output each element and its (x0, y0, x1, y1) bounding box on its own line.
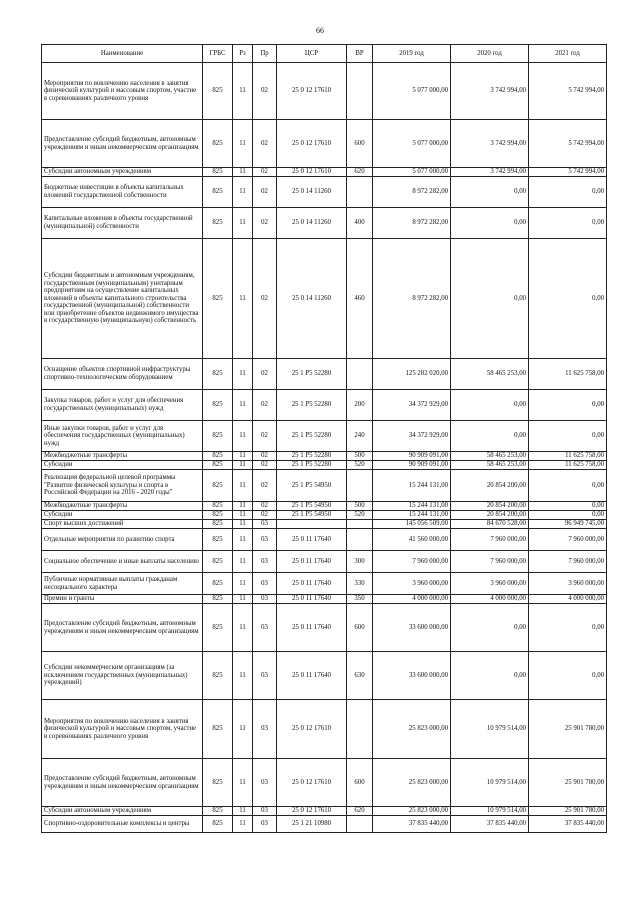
row-rz: 11 (233, 520, 253, 529)
row-name: Субсидии некоммерческим организациям (за исключением государственных (муниципальных) учреждений) (42, 652, 203, 700)
header-cell: ЦСР (277, 45, 347, 63)
row-grbs: 825 (203, 239, 233, 359)
row-pr: 03 (253, 759, 277, 807)
row-vr: 520 (347, 461, 373, 470)
row-amount-2020: 0,00 (451, 177, 529, 208)
row-csr: 25 0 11 17640 (277, 551, 347, 573)
row-amount-2019: 15 244 131,00 (373, 470, 451, 502)
row-amount-2019: 5 077 000,00 (373, 63, 451, 120)
table-row (42, 461, 607, 470)
row-amount-2020: 4 000 000,00 (451, 595, 529, 604)
row-rz: 11 (233, 63, 253, 120)
row-name: Межбюджетные трансферты (42, 502, 203, 511)
row-amount-2020: 0,00 (451, 390, 529, 421)
row-rz: 11 (233, 177, 253, 208)
row-amount-2020: 10 979 514,00 (451, 807, 529, 816)
row-grbs: 825 (203, 529, 233, 551)
row-vr (347, 470, 373, 502)
row-csr (277, 520, 347, 529)
table-row (42, 452, 607, 461)
row-grbs: 825 (203, 470, 233, 502)
row-amount-2019: 8 972 282,00 (373, 208, 451, 239)
row-amount-2020: 84 670 528,00 (451, 520, 529, 529)
table-row (42, 604, 607, 652)
row-grbs: 825 (203, 595, 233, 604)
row-rz: 11 (233, 239, 253, 359)
table-row (42, 208, 607, 239)
row-name: Бюджетные инвестиции в объекты капитальных вложений государственной собственности (42, 177, 203, 208)
row-name: Закупка товаров, работ и услуг для обеспечения государственных (муниципальных) нужд (42, 390, 203, 421)
row-pr: 03 (253, 595, 277, 604)
row-amount-2019: 33 600 000,00 (373, 652, 451, 700)
row-pr: 02 (253, 511, 277, 520)
row-csr: 25 0 11 17640 (277, 604, 347, 652)
row-rz: 11 (233, 502, 253, 511)
row-amount-2019: 7 960 000,00 (373, 551, 451, 573)
row-pr: 03 (253, 529, 277, 551)
row-grbs: 825 (203, 390, 233, 421)
row-rz: 11 (233, 700, 253, 759)
row-amount-2021: 25 901 780,00 (529, 759, 607, 807)
row-pr: 02 (253, 63, 277, 120)
table-row (42, 700, 607, 759)
row-amount-2021: 0,00 (529, 511, 607, 520)
row-csr: 25 1 P5 52280 (277, 359, 347, 390)
row-rz: 11 (233, 652, 253, 700)
row-vr: 600 (347, 604, 373, 652)
table-row (42, 168, 607, 177)
row-amount-2020: 20 854 200,00 (451, 470, 529, 502)
row-amount-2021: 4 000 000,00 (529, 595, 607, 604)
row-amount-2021: 11 625 758,00 (529, 461, 607, 470)
row-name: Субсидии бюджетным и автономным учреждениям, государственным (муниципальным) унитарным предприятиям на осуществление капитальных вложений в объекты капитального строительства государственной (муниципальной) собственности или приобретение объектов недвижимого имущества в государственную (муниципальную) собственность (42, 239, 203, 359)
row-pr: 02 (253, 470, 277, 502)
row-rz: 11 (233, 551, 253, 573)
header-cell: ВР (347, 45, 373, 63)
table-row (42, 390, 607, 421)
row-rz: 11 (233, 807, 253, 816)
row-grbs: 825 (203, 551, 233, 573)
row-amount-2021: 5 742 994,00 (529, 63, 607, 120)
header-row (42, 45, 607, 63)
row-amount-2020: 7 960 000,00 (451, 529, 529, 551)
row-pr: 02 (253, 359, 277, 390)
row-amount-2021: 11 625 758,00 (529, 359, 607, 390)
row-amount-2021: 3 960 000,00 (529, 573, 607, 595)
row-vr (347, 177, 373, 208)
row-rz: 11 (233, 208, 253, 239)
row-vr: 500 (347, 502, 373, 511)
row-amount-2021: 11 625 758,00 (529, 452, 607, 461)
row-pr: 02 (253, 168, 277, 177)
row-name: Премии и гранты (42, 595, 203, 604)
table-row (42, 120, 607, 168)
row-amount-2021: 0,00 (529, 239, 607, 359)
row-grbs: 825 (203, 573, 233, 595)
row-amount-2020: 20 854 200,00 (451, 502, 529, 511)
row-amount-2019: 33 600 000,00 (373, 604, 451, 652)
row-pr: 03 (253, 520, 277, 529)
row-vr: 300 (347, 551, 373, 573)
table-row (42, 421, 607, 452)
row-csr: 25 1 P5 54950 (277, 511, 347, 520)
row-rz: 11 (233, 511, 253, 520)
row-csr: 25 0 11 17640 (277, 529, 347, 551)
row-pr: 02 (253, 177, 277, 208)
row-name: Субсидии (42, 511, 203, 520)
row-pr: 02 (253, 208, 277, 239)
row-amount-2021: 5 742 994,00 (529, 120, 607, 168)
row-pr: 03 (253, 551, 277, 573)
row-amount-2019: 8 972 282,00 (373, 239, 451, 359)
row-grbs: 825 (203, 359, 233, 390)
row-vr (347, 700, 373, 759)
row-amount-2020: 3 742 994,00 (451, 168, 529, 177)
row-amount-2020: 0,00 (451, 208, 529, 239)
row-amount-2021: 37 835 440,00 (529, 816, 607, 833)
row-pr: 03 (253, 807, 277, 816)
row-amount-2019: 25 823 000,00 (373, 700, 451, 759)
row-amount-2019: 125 282 020,00 (373, 359, 451, 390)
row-grbs: 825 (203, 63, 233, 120)
row-rz: 11 (233, 604, 253, 652)
row-name: Реализация федеральной целевой программы "Развитие физической культуры и спорта в Российской Федерации на 2016 - 2020 годы" (42, 470, 203, 502)
table-row (42, 359, 607, 390)
row-vr (347, 63, 373, 120)
row-amount-2019: 90 909 091,00 (373, 452, 451, 461)
row-rz: 11 (233, 390, 253, 421)
row-amount-2021: 0,00 (529, 421, 607, 452)
row-grbs: 825 (203, 652, 233, 700)
row-vr: 200 (347, 390, 373, 421)
table-row (42, 759, 607, 807)
row-pr: 02 (253, 452, 277, 461)
row-grbs: 825 (203, 604, 233, 652)
row-pr: 03 (253, 700, 277, 759)
row-csr: 25 0 14 11260 (277, 208, 347, 239)
row-pr: 03 (253, 816, 277, 833)
header-cell: 2019 год (373, 45, 451, 63)
row-amount-2021: 0,00 (529, 208, 607, 239)
row-amount-2021: 0,00 (529, 177, 607, 208)
budget-table (41, 44, 607, 833)
row-amount-2019: 5 077 000,00 (373, 120, 451, 168)
row-csr: 25 1 P5 52280 (277, 390, 347, 421)
row-amount-2019: 34 372 929,00 (373, 390, 451, 421)
row-name: Предоставление субсидий бюджетным, автономным учреждениям и иным некоммерческим организациям (42, 759, 203, 807)
row-rz: 11 (233, 359, 253, 390)
table-row (42, 177, 607, 208)
row-amount-2020: 58 465 253,00 (451, 461, 529, 470)
row-csr: 25 1 P5 54950 (277, 502, 347, 511)
row-pr: 03 (253, 652, 277, 700)
row-grbs: 825 (203, 208, 233, 239)
table-row (42, 520, 607, 529)
row-name: Спортивно-оздоровительные комплексы и центры (42, 816, 203, 833)
row-name: Предоставление субсидий бюджетным, автономным учреждениям и иным некоммерческим организациям (42, 604, 203, 652)
row-name: Публичные нормативные выплаты гражданам несоциального характера (42, 573, 203, 595)
row-csr: 25 1 P5 54950 (277, 470, 347, 502)
row-amount-2019: 41 560 000,00 (373, 529, 451, 551)
row-amount-2021: 0,00 (529, 502, 607, 511)
row-name: Субсидии автономным учреждениям (42, 168, 203, 177)
row-rz: 11 (233, 759, 253, 807)
row-amount-2020: 10 979 514,00 (451, 759, 529, 807)
row-amount-2020: 3 742 994,00 (451, 63, 529, 120)
row-rz: 11 (233, 595, 253, 604)
row-name: Субсидии автономным учреждениям (42, 807, 203, 816)
row-grbs: 825 (203, 511, 233, 520)
row-name: Оснащение объектов спортивной инфраструктуры спортивно-технологическим оборудованием (42, 359, 203, 390)
row-name: Межбюджетные трансферты (42, 452, 203, 461)
row-csr: 25 0 12 17610 (277, 120, 347, 168)
row-amount-2021: 0,00 (529, 652, 607, 700)
row-csr: 25 0 12 17610 (277, 759, 347, 807)
row-amount-2020: 37 835 440,00 (451, 816, 529, 833)
row-vr: 600 (347, 759, 373, 807)
row-rz: 11 (233, 168, 253, 177)
row-pr: 03 (253, 604, 277, 652)
row-amount-2021: 7 960 000,00 (529, 551, 607, 573)
row-rz: 11 (233, 573, 253, 595)
row-vr (347, 359, 373, 390)
row-rz: 11 (233, 529, 253, 551)
row-vr: 500 (347, 452, 373, 461)
row-csr: 25 0 12 17610 (277, 168, 347, 177)
row-amount-2019: 5 077 000,00 (373, 168, 451, 177)
row-grbs: 825 (203, 168, 233, 177)
row-grbs: 825 (203, 177, 233, 208)
row-amount-2019: 3 960 000,00 (373, 573, 451, 595)
row-csr: 25 0 11 17640 (277, 595, 347, 604)
table-row (42, 470, 607, 502)
row-amount-2021: 96 949 745,00 (529, 520, 607, 529)
row-amount-2021: 0,00 (529, 390, 607, 421)
row-amount-2019: 34 372 929,00 (373, 421, 451, 452)
row-pr: 02 (253, 239, 277, 359)
row-name: Мероприятия по вовлечению населения в занятия физической культурой и массовым спортом, участие в соревнованиях различного уровня (42, 63, 203, 120)
row-grbs: 825 (203, 807, 233, 816)
row-vr (347, 529, 373, 551)
row-rz: 11 (233, 461, 253, 470)
row-csr: 25 1 P5 52280 (277, 461, 347, 470)
row-amount-2019: 8 972 282,00 (373, 177, 451, 208)
table-row (42, 595, 607, 604)
row-csr: 25 0 12 17610 (277, 700, 347, 759)
row-name: Иные закупки товаров, работ и услуг для обеспечения государственных (муниципальных) нужд (42, 421, 203, 452)
row-vr: 460 (347, 239, 373, 359)
row-pr: 02 (253, 120, 277, 168)
page-number: 66 (316, 26, 324, 35)
row-amount-2020: 0,00 (451, 421, 529, 452)
row-amount-2021: 7 960 000,00 (529, 529, 607, 551)
row-name: Отдельные мероприятия по развитию спорта (42, 529, 203, 551)
row-vr: 400 (347, 208, 373, 239)
row-grbs: 825 (203, 120, 233, 168)
row-vr (347, 816, 373, 833)
header-cell: ГРБС (203, 45, 233, 63)
row-grbs: 825 (203, 759, 233, 807)
row-amount-2020: 3 960 000,00 (451, 573, 529, 595)
row-name: Предоставление субсидий бюджетным, автономным учреждениям и иным некоммерческим организациям (42, 120, 203, 168)
row-vr: 600 (347, 120, 373, 168)
row-grbs: 825 (203, 452, 233, 461)
row-pr: 02 (253, 502, 277, 511)
table-row (42, 511, 607, 520)
row-rz: 11 (233, 120, 253, 168)
header-cell: Рз (233, 45, 253, 63)
row-amount-2020: 0,00 (451, 604, 529, 652)
table-row (42, 502, 607, 511)
row-vr (347, 520, 373, 529)
row-amount-2020: 58 465 253,00 (451, 359, 529, 390)
row-name: Мероприятия по вовлечению населения в занятия физической культурой и массовым спортом, участие в соревнованиях различного уровня (42, 700, 203, 759)
row-amount-2020: 58 465 253,00 (451, 452, 529, 461)
row-csr: 25 0 12 17610 (277, 807, 347, 816)
header-cell: 2020 год (451, 45, 529, 63)
row-amount-2019: 25 823 000,00 (373, 759, 451, 807)
row-vr: 330 (347, 573, 373, 595)
row-grbs: 825 (203, 700, 233, 759)
table-row (42, 239, 607, 359)
row-amount-2021: 5 742 994,00 (529, 168, 607, 177)
row-amount-2021: 0,00 (529, 604, 607, 652)
row-vr: 630 (347, 652, 373, 700)
row-amount-2019: 25 823 000,00 (373, 807, 451, 816)
row-amount-2021: 25 901 780,00 (529, 700, 607, 759)
row-amount-2019: 4 000 000,00 (373, 595, 451, 604)
row-vr: 240 (347, 421, 373, 452)
row-csr: 25 1 21 10980 (277, 816, 347, 833)
row-vr: 520 (347, 511, 373, 520)
row-csr: 25 0 14 11260 (277, 177, 347, 208)
table-row (42, 652, 607, 700)
row-rz: 11 (233, 816, 253, 833)
row-csr: 25 1 P5 52280 (277, 421, 347, 452)
row-vr: 620 (347, 807, 373, 816)
row-name: Субсидии (42, 461, 203, 470)
row-csr: 25 1 P5 52280 (277, 452, 347, 461)
table-row (42, 573, 607, 595)
row-amount-2019: 15 244 131,00 (373, 502, 451, 511)
row-amount-2020: 10 979 514,00 (451, 700, 529, 759)
row-vr: 620 (347, 168, 373, 177)
header-cell: Наименование (42, 45, 203, 63)
row-amount-2020: 7 960 000,00 (451, 551, 529, 573)
row-grbs: 825 (203, 502, 233, 511)
row-vr: 350 (347, 595, 373, 604)
row-grbs: 825 (203, 461, 233, 470)
row-amount-2020: 0,00 (451, 239, 529, 359)
table-row (42, 551, 607, 573)
row-amount-2019: 145 056 509,00 (373, 520, 451, 529)
row-amount-2020: 0,00 (451, 652, 529, 700)
row-amount-2020: 20 854 200,00 (451, 511, 529, 520)
row-pr: 02 (253, 461, 277, 470)
row-csr: 25 0 12 17610 (277, 63, 347, 120)
row-csr: 25 0 11 17640 (277, 573, 347, 595)
row-rz: 11 (233, 421, 253, 452)
row-name: Спорт высших достижений (42, 520, 203, 529)
row-amount-2019: 15 244 131,00 (373, 511, 451, 520)
row-pr: 03 (253, 573, 277, 595)
row-grbs: 825 (203, 816, 233, 833)
row-grbs: 825 (203, 520, 233, 529)
row-amount-2020: 3 742 994,00 (451, 120, 529, 168)
row-pr: 02 (253, 390, 277, 421)
row-name: Социальное обеспечение и иные выплаты населению (42, 551, 203, 573)
row-amount-2019: 37 835 440,00 (373, 816, 451, 833)
row-csr: 25 0 11 17640 (277, 652, 347, 700)
row-name: Капитальные вложения в объекты государственной (муниципальной) собственности (42, 208, 203, 239)
header-cell: Пр (253, 45, 277, 63)
row-amount-2019: 90 909 091,00 (373, 461, 451, 470)
row-grbs: 825 (203, 421, 233, 452)
table-row (42, 816, 607, 833)
row-amount-2021: 0,00 (529, 470, 607, 502)
row-amount-2021: 25 901 780,00 (529, 807, 607, 816)
row-csr: 25 0 14 11260 (277, 239, 347, 359)
row-rz: 11 (233, 452, 253, 461)
table-row (42, 807, 607, 816)
table-row (42, 529, 607, 551)
header-cell: 2021 год (529, 45, 607, 63)
table-row (42, 63, 607, 120)
row-pr: 02 (253, 421, 277, 452)
row-rz: 11 (233, 470, 253, 502)
